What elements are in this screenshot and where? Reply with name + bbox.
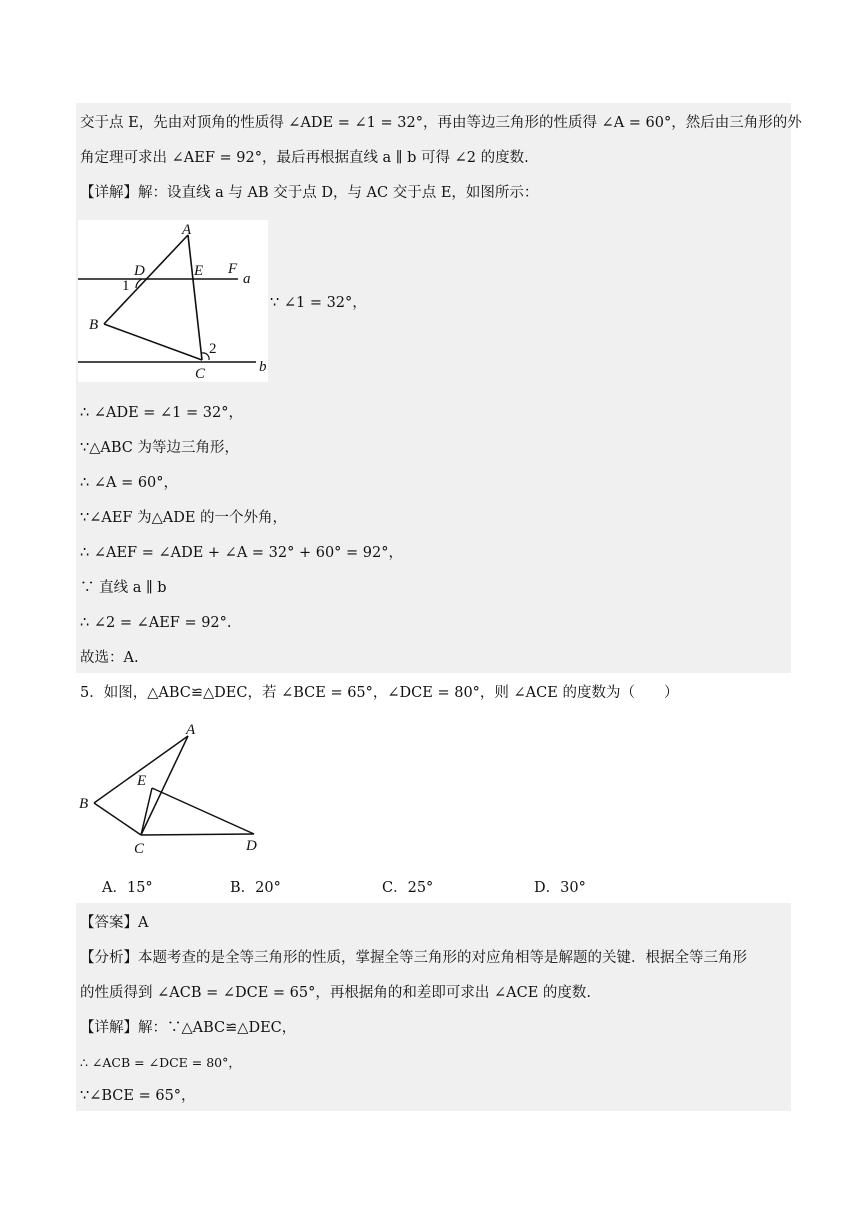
step-3: ∴ ∠A = 60°， [80, 475, 179, 491]
parallel-lines-svg [78, 220, 268, 382]
label-C: C [134, 841, 145, 857]
detail-line: 【详解】解：∵△ABC≌△DEC， [80, 1020, 297, 1036]
label-D: D [246, 838, 257, 854]
label-E: E [194, 263, 204, 279]
answer-line: 【答案】A [80, 915, 149, 931]
solution-line-1: 交于点 E，先由对顶角的性质得 ∠ADE = ∠1 = 32°，再由等边三角形的性质得 ∠A = 60°，然后由三角形的外 [80, 115, 802, 131]
congruent-triangles-svg [76, 718, 266, 858]
label-A: A [182, 222, 192, 238]
label-A: A [186, 722, 196, 738]
figure1-background [78, 220, 268, 382]
congruent-triangles-figure [76, 718, 266, 858]
answer-background [76, 903, 791, 1111]
label-F: F [228, 261, 238, 277]
option-a: A．15° [102, 880, 153, 896]
step-5: ∴ ∠AEF = ∠ADE + ∠A = 32° + 60° = 92°， [80, 545, 403, 561]
label-B: B [79, 796, 89, 812]
solution-line-2: 角定理可求出 ∠AEF = 92°，最后再根据直线 a ∥ b 可得 ∠2 的度数. [80, 150, 529, 166]
option-b: B．20° [230, 880, 281, 896]
analysis-line-2: 的性质得到 ∠ACB = ∠DCE = 65°，再根据角的和差即可求出 ∠ACE 的度数. [80, 985, 591, 1001]
step-7: ∴ ∠2 = ∠AEF = 92°. [80, 615, 232, 631]
segment-ed [152, 788, 254, 834]
analysis-line-1: 【分析】本题考查的是全等三角形的性质，掌握全等三角形的对应角相等是解题的关键．根据全等三角形 [80, 950, 747, 966]
label-2: 2 [209, 341, 217, 357]
answer-step-1: ∴ ∠ACB = ∠DCE = 80°， [80, 1055, 241, 1070]
segment-cd [141, 834, 254, 835]
step-2: ∵△ABC 为等边三角形， [80, 440, 239, 456]
answer-step-2: ∵∠BCE = 65°， [80, 1088, 196, 1104]
step-8: 故选：A. [80, 650, 139, 666]
option-c: C．25° [382, 880, 434, 896]
label-C: C [195, 366, 206, 382]
segment-ac [141, 736, 188, 835]
label-a: a [243, 271, 251, 287]
parallel-lines-figure [78, 220, 268, 382]
step-4: ∵∠AEF 为△ADE 的一个外角， [80, 510, 288, 526]
label-b: b [259, 359, 267, 375]
question-5-stem: 5．如图，△ABC≌△DEC，若 ∠BCE = 65°，∠DCE = 80°，则 ∠ACE 的度数为（ ） [80, 685, 679, 701]
segment-bc [94, 803, 141, 835]
option-d: D．30° [534, 880, 586, 896]
solution-detail-line: 【详解】解：设直线 a 与 AB 交于点 D，与 AC 交于点 E，如图所示： [80, 185, 539, 201]
given-angle-1: ∵ ∠1 = 32°， [270, 295, 367, 311]
step-6: ∵ 直线 a ∥ b [80, 580, 167, 596]
label-1: 1 [122, 278, 130, 294]
label-D: D [134, 263, 145, 279]
step-1: ∴ ∠ADE = ∠1 = 32°， [80, 405, 243, 421]
label-B: B [89, 317, 99, 333]
segment-ba [94, 736, 188, 803]
segment-ec [141, 788, 152, 835]
label-E: E [137, 773, 147, 789]
